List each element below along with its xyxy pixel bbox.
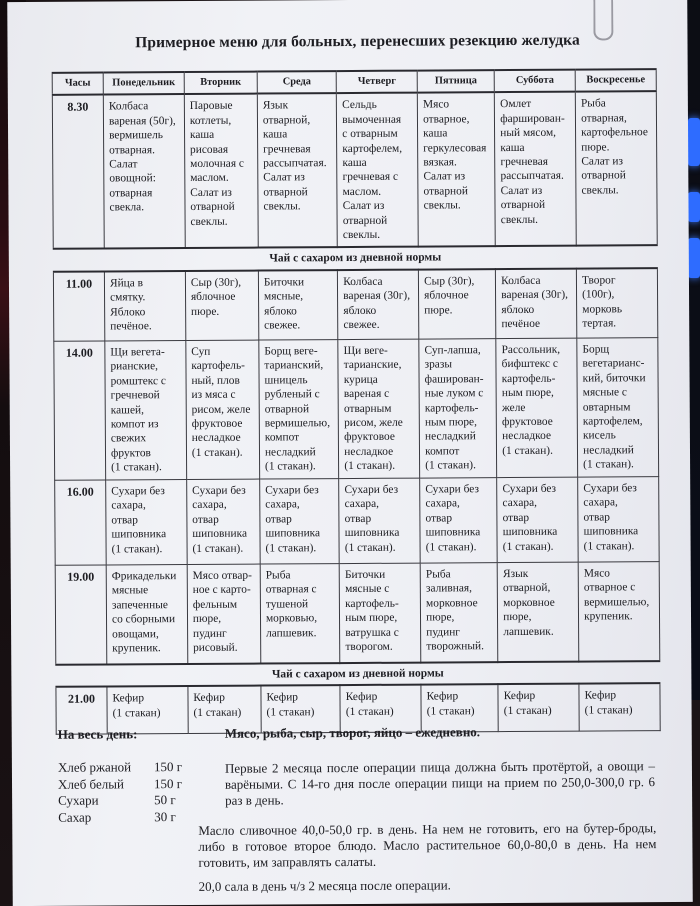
- menu-cell: Кефир (1 стакан): [498, 684, 579, 732]
- table-row: [55, 476, 660, 565]
- header-friday: Пятница: [417, 70, 494, 93]
- item-amount: 150 г: [153, 759, 183, 775]
- header-monday: Понедельник: [103, 72, 184, 95]
- menu-cell: Борщ вегетарианс- кий, биточки мясные с овтарным картофелем, кисель несладкий (1 стакан).: [577, 337, 659, 476]
- menu-cell: Колбаса вареная (30г), яблоко печёное: [496, 268, 577, 338]
- blue-light-glow: [688, 192, 700, 222]
- menu-cell: Сухари без сахара, отвар шиповника (1 стакан).: [260, 478, 340, 563]
- table-row: [53, 268, 657, 341]
- tea-note: Чай с сахаром из дневной нормы: [56, 661, 660, 687]
- menu-cell: Сухари без сахара, отвар шиповника (1 стакан).: [578, 476, 659, 561]
- header-thursday: Четверг: [336, 71, 417, 94]
- menu-cell: Творог (100г), морковь тертая.: [576, 268, 657, 338]
- menu-cell: Колбаса вареная (30г), яблоко свежее.: [338, 269, 419, 339]
- menu-cell: Борщ веге- тарианский, шницель рубленый с отварной вермишелью, компот несладкий (1 стакан).: [259, 339, 339, 478]
- all-day-heading: На весь день:: [57, 726, 138, 742]
- all-day-list: [58, 759, 182, 826]
- menu-cell: Биточки мясные, яблоко свежее.: [258, 270, 338, 340]
- table-row: [54, 337, 659, 480]
- menu-cell: Сухари без сахара, отвар шиповника (1 стакан).: [339, 478, 420, 563]
- menu-cell: Щи веге- тарианские, курица вареная с отварным рисом, желе фруктовое несладкое (1 стакан).: [338, 339, 420, 478]
- item-name: Сухари: [58, 792, 99, 808]
- menu-cell: Сельдь вымоченная с отварным картофелем, каша гречневая с маслом. Салат из отварной свеклы.: [337, 93, 419, 248]
- menu-cell: Омлет фарширован- ный мясом, каша гречневая рассыпчатая. Салат из отварной свеклы.: [495, 92, 577, 247]
- header-wednesday: Среда: [257, 71, 336, 94]
- header-hours: Часы: [52, 73, 103, 96]
- blue-light-glow: [688, 238, 700, 278]
- menu-cell: Щи вегета- рианские, ромштекс с гречневой кашей, компот из свежих фруктов (1 стакан).: [105, 340, 187, 479]
- meal-time: 16.00: [55, 480, 107, 565]
- paragraph-lard: 20,0 сала в день ч/з 2 месяца после операции.: [198, 877, 451, 894]
- menu-cell: Мясо отварное, каша геркулесовая вязкая. Салат из отварной свеклы.: [417, 93, 495, 248]
- daily-note: Мясо, рыба, сыр, творог, яйцо – ежедневно.: [224, 724, 481, 741]
- menu-cell: Суп картофель- ный, плов из мяса с рисом, желе фруктовое несладкое (1 стакан).: [186, 340, 260, 479]
- meal-time: 8.30: [52, 95, 104, 249]
- header-sunday: Воскресенье: [575, 69, 656, 92]
- menu-cell: Суп-лапша, зразы фаширован- ные луком с картофель- ным пюре, несладкий компот (1 стакан).: [419, 338, 497, 477]
- menu-cell: Сухари без сахара, отвар шиповника (1 стакан).: [497, 477, 578, 562]
- menu-sheet: [7, 0, 693, 906]
- meal-time: 11.00: [53, 271, 104, 341]
- meal-time: 19.00: [55, 565, 107, 665]
- item-name: Хлеб белый: [57, 775, 124, 792]
- menu-cell: Сыр (30г), яблочное пюре.: [185, 270, 258, 340]
- item-amount: 50 г: [154, 792, 176, 808]
- list-item: [58, 776, 182, 793]
- menu-cell: Сухари без сахара, отвар шиповника (1 стакан).: [187, 479, 261, 564]
- menu-cell: Колбаса вареная (50г), вермишель отварная. Салат овощной: отварная свекла.: [103, 94, 185, 249]
- menu-cell: Кефир (1 стакан): [261, 685, 341, 733]
- menu-cell: Биточки мясные с картофель- ным пюре, ватрушка с творогом.: [339, 563, 420, 663]
- menu-cell: Сыр (30г), яблочное пюре.: [418, 269, 496, 339]
- menu-cell: Яйца в смятку. Яблоко печёное.: [104, 271, 185, 341]
- header-saturday: Суббота: [494, 70, 575, 93]
- menu-cell: Кефир (1 стакан): [579, 683, 660, 731]
- table-row: [55, 561, 660, 664]
- menu-cell: Фрикадельки мясные запеченные со сборными овощами, крупеник.: [106, 564, 187, 664]
- menu-cell: Паровые котлеты, каша рисовая молочная с маслом. Салат из отварной свеклы.: [184, 94, 258, 249]
- menu-cell: Сухари без сахара, отвар шиповника (1 стакан).: [420, 477, 498, 562]
- menu-cell: Сухари без сахара, отвар шиповника (1 стакан).: [106, 479, 187, 564]
- paragraph-butter: Масло сливочное 40,0-50,0 гр. в день. На нем не готовить, его на бутер-броды, либо в готовое второе блюдо. Масло растительное 60,0-80,0 в день. На нем готовить, им заправлять салаты.: [198, 820, 657, 870]
- item-name: Хлеб ржаной: [57, 759, 132, 775]
- tea-note: Чай с сахаром из дневной нормы: [53, 246, 657, 272]
- menu-cell: Язык отварной, морковное пюре, лапшевик.: [497, 562, 578, 662]
- menu-cell: Рыба заливная, морковное пюре, пудинг творожный.: [420, 562, 498, 662]
- list-item: [58, 759, 182, 776]
- item-amount: 30 г: [154, 808, 176, 824]
- menu-cell: Язык отварной, каша гречневая рассыпчатая. Салат из отварной свеклы.: [257, 93, 337, 248]
- meal-time: 14.00: [54, 341, 106, 480]
- paragraph-first-months: Первые 2 месяца после операции пища должна быть протёртой, а овощи – варёными. С 14-го дня после операции пищи на прием по 250,0-300,0 гр. 6 раз в день.: [224, 758, 656, 808]
- menu-cell: Кефир (1 стакан): [107, 686, 188, 734]
- menu-cell: Рыба отварная с тушеной морковью, лапшевик.: [260, 563, 340, 663]
- menu-cell: Мясо отварное с вермишелью, крупеник.: [578, 561, 660, 661]
- list-item: [58, 809, 182, 826]
- table-row: [52, 92, 657, 250]
- menu-table: [52, 68, 661, 735]
- meal-time: 21.00: [56, 687, 107, 735]
- blue-light-glow: [688, 118, 700, 166]
- item-amount: 150 г: [153, 775, 183, 791]
- document-title: Примерное меню для больных, перенесших резекцию желудка: [135, 31, 580, 52]
- menu-cell: Мясо отвар- ное с карто- фельным пюре, пудинг рисовый.: [187, 564, 261, 664]
- menu-cell: Рассольник, бифштекс с картофель- ным пюре, желе фруктовое несладкое (1 стакан).: [496, 338, 578, 477]
- menu-cell: Рыба отварная, картофельное пюре. Салат из отварной свеклы.: [575, 92, 657, 247]
- menu-cell: Кефир (1 стакан): [340, 685, 421, 733]
- header-tuesday: Вторник: [184, 72, 257, 95]
- item-name: Сахар: [58, 809, 92, 825]
- list-item: [58, 792, 182, 809]
- menu-cell: Кефир (1 стакан): [421, 684, 498, 732]
- menu-cell: Кефир (1 стакан): [188, 686, 261, 734]
